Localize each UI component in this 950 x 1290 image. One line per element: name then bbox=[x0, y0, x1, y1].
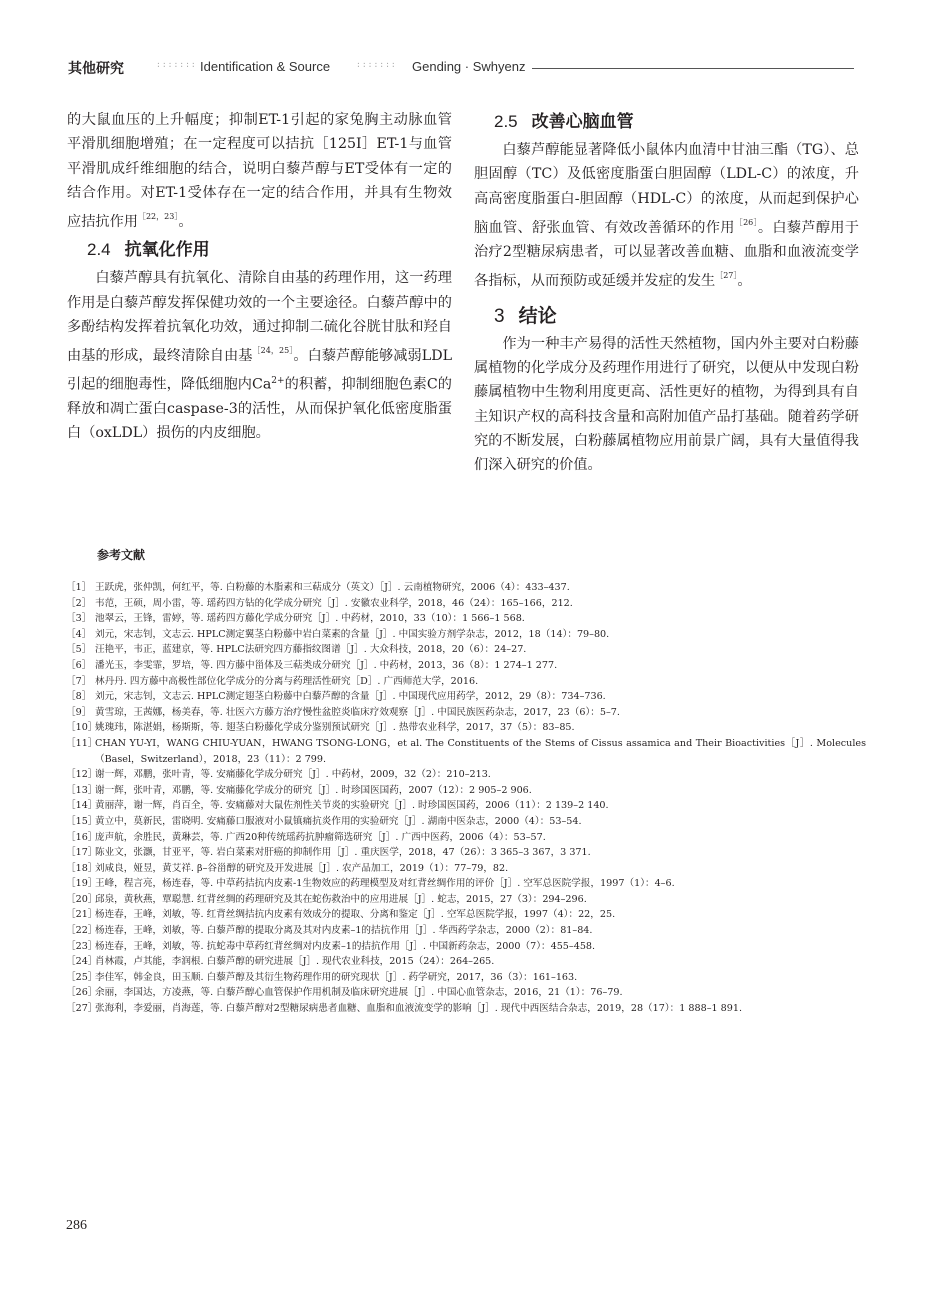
reference-text: 王峰，程言亮，杨连春，等. 中草药拮抗内皮素-1生物效应的药理模型及对红背丝绸作用的评价［J］. 空军总医院学报，1997（1）：4–6. bbox=[95, 878, 675, 890]
paragraph: 作为一种丰产易得的活性天然植物，国内外主要对白粉藤属植物的化学成分及药理作用进行了研究，以便从中发现白粉藤属植物中生物利用度更高、活性更好的植物，为得到具有自主知识产权的高科技含量和高附加值产品打基础。随着药学研究的不断发展，白粉藤属植物应用前景广阔，具有大量值得我们深入研究的价值。 bbox=[474, 335, 859, 474]
reference-number: ［10］ bbox=[66, 722, 98, 734]
reference-number: ［22］ bbox=[66, 925, 98, 937]
reference-text: 肖林霞，卢其能，李润根. 白藜芦醇的研究进展［J］. 现代农业科技，2015（24）：264–265. bbox=[95, 956, 495, 968]
reference-item bbox=[66, 923, 866, 939]
reference-item bbox=[66, 985, 866, 1001]
right-column bbox=[474, 108, 859, 478]
reference-text: 杨连春，王峰，刘敏，等. 红背丝绸拮抗内皮素有效成分的提取、分离和鉴定［J］. 空军总医院学报，1997（4）：22，25. bbox=[95, 909, 616, 921]
reference-number: ［23］ bbox=[66, 940, 98, 952]
citation: ［27］ bbox=[715, 271, 738, 281]
reference-item bbox=[66, 736, 866, 767]
reference-number: ［18］ bbox=[66, 862, 98, 874]
reference-item bbox=[66, 970, 866, 986]
journal-name: Identification & Source bbox=[200, 59, 331, 74]
reference-item bbox=[66, 705, 866, 721]
reference-text: 韦范，王硕，周小雷，等. 瑶药四方钻的化学成分研究［J］. 安徽农业科学，2018，46（24）：165–166，212. bbox=[95, 597, 573, 609]
dot-ornament: ::::::: bbox=[156, 60, 197, 69]
reference-text: 刘咸良，娅昱，黄艾祥. β–谷甾醇的研究及开发进展［J］. 农产品加工，2019（1）：77–79，82. bbox=[95, 862, 509, 874]
reference-text: 张海利，李爱丽，肖海莲，等. 白藜芦醇对2型糖尿病患者血糖、血脂和血液流变学的影响［J］. 现代中西医结合杂志，2019，28（17）：1 888–1 891. bbox=[95, 1003, 743, 1015]
section-label: 其他研究 bbox=[68, 61, 124, 77]
reference-text: 王跃虎，张仲凯，何红平，等. 白粉藤的木脂素和三萜成分（英文）［J］. 云南植物研究，2006（4）：433–437. bbox=[95, 582, 570, 593]
reference-number: ［3］ bbox=[66, 613, 92, 625]
reference-number: ［25］ bbox=[66, 971, 98, 983]
citation: ［22，23］ bbox=[137, 212, 179, 222]
paragraph: 白藜芦醇具有抗氧化、清除自由基的药理作用，这一药理作用是白藜芦醇发挥保健功效的一个主要途径。白藜芦醇中的多酚结构发挥着抗氧化功效，通过抑制二硫化谷胱甘肽和羟自由基的形成，最终清除自由基$^{[24,25]}$。白藜芦醇能够减弱LDL引起的细胞毒性，降低细胞内$Ca^{2+}$的积蓄，抑制细胞色素C的释放和凋亡蛋白caspase-3的活性，从而保护氧化低密度脂蛋白（oxLDL）损伤的内皮细胞。 bbox=[67, 270, 453, 441]
reference-text: 黄雪琼，王茜娜，杨美春，等. 壮医六方藤方治疗慢性盆腔炎临床疗效观察［J］. 中国民族医药杂志，2017，23（6）：5–7. bbox=[95, 706, 620, 718]
reference-item bbox=[66, 876, 866, 892]
reference-text: 杨连春，王峰，刘敏，等. 抗蛇毒中草药红背丝绸对内皮素–1的拮抗作用［J］. 中国新药杂志，2000（7）：455–458. bbox=[95, 940, 596, 952]
reference-item bbox=[66, 954, 866, 970]
page-number: 286 bbox=[66, 1218, 87, 1233]
reference-number: ［19］ bbox=[66, 878, 98, 890]
reference-text: 汪艳平，韦正，蓝建京，等. HPLC法研究四方藤指纹图谱［J］. 大众科技，2018，20（6）：24–27. bbox=[95, 644, 527, 656]
reference-text: 刘元，宋志钊，文志云. HPLC测定翅茎白粉藤中白藜芦醇的含量［J］. 中国现代应用药学，2012，29（8）：734–736. bbox=[95, 691, 606, 703]
running-header bbox=[68, 58, 854, 80]
section-heading-2-4: 2.4 抗氧化作用 bbox=[87, 240, 210, 261]
reference-item bbox=[66, 689, 866, 705]
reference-item bbox=[66, 861, 866, 877]
reference-number: ［14］ bbox=[66, 800, 98, 812]
reference-number: ［26］ bbox=[66, 987, 98, 999]
reference-number: ［1］ bbox=[66, 582, 92, 593]
reference-number: ［9］ bbox=[66, 706, 92, 718]
citation: ［24，25］ bbox=[252, 346, 294, 356]
section-heading-2-5: 2.5 改善心脑血管 bbox=[494, 112, 634, 132]
dot-ornament: ::::::: bbox=[356, 60, 397, 69]
reference-number: ［5］ bbox=[66, 644, 92, 656]
reference-text: 刘元，宋志钊，文志云. HPLC测定翼茎白粉藤中岩白菜素的含量［J］. 中国实验方剂学杂志，2012，18（14）：79–80. bbox=[95, 628, 610, 640]
references-title: 参考文献 bbox=[97, 548, 146, 562]
reference-number: ［15］ bbox=[66, 815, 98, 827]
reference-item bbox=[66, 627, 866, 643]
reference-item bbox=[66, 845, 866, 861]
reference-item bbox=[66, 798, 866, 814]
reference-item bbox=[66, 720, 866, 736]
reference-list bbox=[66, 580, 866, 1017]
paragraph: 白藜芦醇能显著降低小鼠体内血清中甘油三酯（TG）、总胆固醇（TC）及低密度脂蛋白胆固醇（LDL-C）的浓度，升高高密度脂蛋白-胆固醇（HDL-C）的浓度，从而起到保护心脑血管、舒张血管、有效改善循环的作用$^{[26]}$。白藜芦醇用于治疗2型糖尿病患者，可以显著改善血糖、血脂和血液流变学各指标，从而预防或延缓并发症的发生$^{[27]}$。 bbox=[474, 142, 859, 290]
reference-item bbox=[66, 642, 866, 658]
reference-text: 邱泉，黄秋燕，覃聪慧. 红背丝绸的药理研究及其在蛇伤救治中的应用进展［J］. 蛇志，2015，27（3）：294–296. bbox=[95, 893, 587, 905]
reference-item bbox=[66, 596, 866, 612]
reference-text: 黄丽萍，谢一辉，肖百全，等. 安痛藤对大鼠佐剂性关节炎的实验研究［J］. 时珍国医国药，2006（11）：2 139–2 140. bbox=[95, 800, 609, 812]
reference-number: ［24］ bbox=[66, 956, 98, 968]
reference-text: 杨连春，王峰，刘敏，等. 白藜芦醇的提取分离及其对内皮素–1的拮抗作用［J］. 华西药学杂志，2000（2）：81–84. bbox=[95, 925, 593, 937]
reference-item bbox=[66, 783, 866, 799]
reference-text: 庞声航，余胜民，黄琳芸，等. 广西20种传统瑶药抗肿瘤筛选研究［J］. 广西中医药，2006（4）：53–57. bbox=[95, 831, 546, 843]
reference-text: 余丽，李国达，方凌燕，等. 白藜芦醇心血管保护作用机制及临床研究进展［J］. 中国心血管杂志，2016，21（1）：76–79. bbox=[95, 987, 623, 999]
reference-number: ［2］ bbox=[66, 597, 92, 609]
reference-text: 黄立中，莫新民，雷晓明. 安痛藤口服液对小鼠镇痛抗炎作用的实验研究［J］. 湖南中医杂志，2000（4）：53–54. bbox=[95, 815, 582, 827]
reference-text: 李佳军，韩金良，田玉顺. 白藜芦醇及其衍生物药理作用的研究现状［J］. 药学研究，2017，36（3）：161–163. bbox=[95, 971, 578, 983]
reference-number: ［8］ bbox=[66, 691, 92, 703]
citation: ［26］ bbox=[734, 217, 758, 227]
reference-number: ［20］ bbox=[66, 893, 98, 905]
reference-number: ［11］ bbox=[66, 737, 98, 749]
header-rule bbox=[532, 68, 854, 69]
reference-text: 谢一辉，邓鹏，张叶青，等. 安痛藤化学成分研究［J］. 中药材，2009，32（2）：210–213. bbox=[95, 769, 491, 781]
reference-number: ［7］ bbox=[66, 675, 92, 687]
reference-text: 谢一辉，张叶青，邓鹏，等. 安痛藤化学成分的研究［J］. 时珍国医国药，2007（12）：2 905–2 906. bbox=[95, 784, 532, 796]
paragraph: 的大鼠血压的上升幅度；抑制ET-1引起的家兔胸主动脉血管平滑肌细胞增殖；在一定程度可以拮抗［125I］ET-1与血管平滑肌成纤维细胞的结合，说明白藜芦醇与ET受体有一定的结合作用。对ET-1受体存在一定的结合作用，并具有生物效应拮抗作用$^{[22,23]}$。 bbox=[67, 112, 452, 231]
reference-item bbox=[66, 767, 866, 783]
reference-item bbox=[66, 611, 866, 627]
reference-item bbox=[66, 939, 866, 955]
left-column bbox=[67, 108, 452, 445]
journal-author: Gending · Swhyenz bbox=[412, 59, 526, 74]
section-heading-3: 3 结论 bbox=[494, 304, 557, 327]
reference-text: 潘光玉，李雯霏，罗培，等. 四方藤中甾体及三萜类成分研究［J］. 中药材，2013，36（8）：1 274–1 277. bbox=[95, 659, 558, 671]
reference-text: 陈业文，张灏，甘亚平，等. 岩白菜素对肝癌的抑制作用［J］. 重庆医学，2018，47（26）：3 365–3 367，3 371. bbox=[95, 847, 591, 859]
reference-text: CHAN YU-YI，WANG CHIU-YUAN，HWANG TSONG-LONG，et al. The Constituents of the Stems of Cissus assamica and Their Bioactivities［J］. Molecules（Basel，Switzerland），2018，23（11）：2 799. bbox=[95, 737, 866, 765]
reference-item bbox=[66, 814, 866, 830]
reference-number: ［6］ bbox=[66, 659, 92, 671]
reference-item bbox=[66, 674, 866, 690]
reference-item bbox=[66, 830, 866, 846]
reference-number: ［4］ bbox=[66, 628, 92, 640]
reference-item bbox=[66, 907, 866, 923]
reference-number: ［16］ bbox=[66, 831, 98, 843]
reference-item bbox=[66, 1001, 866, 1017]
reference-text: 林丹丹. 四方藤中高极性部位化学成分的分离与药理活性研究［D］. 广西师范大学，2016. bbox=[95, 675, 479, 687]
reference-text: 姚瑰玮，陈湛娟，杨斯斯，等. 翅茎白粉藤化学成分鉴别预试研究［J］. 热带农业科学，2017，37（5）：83–85. bbox=[95, 722, 575, 734]
reference-number: ［21］ bbox=[66, 909, 98, 921]
reference-item bbox=[66, 580, 866, 596]
reference-number: ［27］ bbox=[66, 1003, 98, 1015]
reference-text: 池翠云，王锋，雷婷，等. 瑶药四方藤化学成分研究［J］. 中药材，2010，33（10）：1 566–1 568. bbox=[95, 613, 525, 625]
reference-number: ［17］ bbox=[66, 847, 98, 859]
reference-item bbox=[66, 658, 866, 674]
reference-item bbox=[66, 892, 866, 908]
reference-number: ［12］ bbox=[66, 769, 98, 781]
reference-number: ［13］ bbox=[66, 784, 98, 796]
